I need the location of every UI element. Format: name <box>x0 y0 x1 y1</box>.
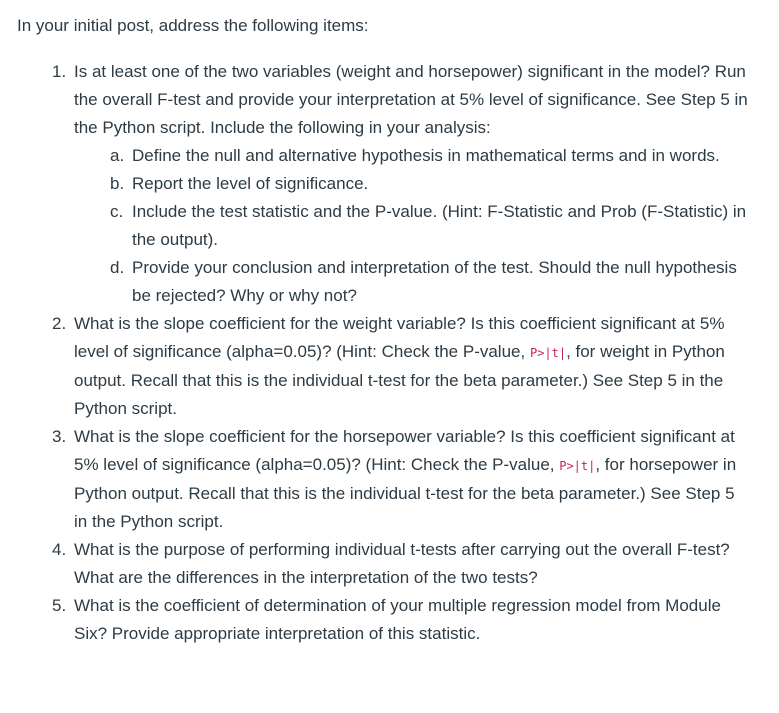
sub-question-text: Report the level of significance. <box>132 174 369 193</box>
question-item-4 <box>52 536 752 592</box>
question-number: 5. <box>52 596 67 615</box>
question-item-3 <box>52 423 752 536</box>
question-number: 3. <box>52 427 67 446</box>
question-item-5 <box>52 592 752 648</box>
question-item-2 <box>52 310 752 423</box>
question-body <box>74 423 752 536</box>
question-text-after-code: , for horsepower in Python output. Recall that this is the individual t-test for the beta parameter.) See Step 5 in the Python script. <box>74 455 737 531</box>
sub-question-text: Include the test statistic and the P-value. (Hint: F-Statistic and Prob (F-Statistic) in the output). <box>132 202 747 249</box>
sub-question-d <box>110 254 752 310</box>
p-value-code: P>|t| <box>559 459 596 473</box>
question-body <box>74 592 752 648</box>
sub-question-text: Define the null and alternative hypothesis in mathematical terms and in words. <box>132 146 720 165</box>
question-text-before-code: What is the slope coefficient for the horsepower variable? Is this coefficient significant at 5% level of significance (alpha=0.05)? (Hint: Check the P-value, <box>74 427 735 474</box>
sub-question-c <box>110 198 752 254</box>
question-text: What is the purpose of performing individual t-tests after carrying out the overall F-test? What are the differences in the interpretation of the two tests? <box>74 540 730 587</box>
question-body <box>74 58 752 310</box>
sub-question-b <box>110 170 752 198</box>
p-value-code: P>|t| <box>529 346 567 360</box>
sub-question-letter: c. <box>110 202 124 221</box>
question-text: What is the coefficient of determination of your multiple regression model from Module Six? Provide appropriate interpretation of this statistic. <box>74 596 721 643</box>
question-number: 2. <box>52 314 67 333</box>
sub-question-letter: d. <box>110 258 125 277</box>
sub-question-list <box>110 142 752 310</box>
question-item-1 <box>52 58 752 310</box>
question-text-after-code: , for weight in Python output. Recall that this is the individual t-test for the beta parameter.) See Step 5 in the Python script. <box>74 342 725 418</box>
question-text-before-code: What is the slope coefficient for the weight variable? Is this coefficient significant at 5% level of significance (alpha=0.05)? (Hint: Check the P-value, <box>74 314 725 361</box>
question-number: 1. <box>52 62 67 81</box>
question-list <box>52 58 752 648</box>
question-number: 4. <box>52 540 67 559</box>
sub-question-a <box>110 142 752 170</box>
question-body <box>74 310 752 423</box>
sub-question-letter: a. <box>110 146 125 165</box>
question-text: Is at least one of the two variables (weight and horsepower) significant in the model? Run the overall F-test and provide your interpretation at 5% level of significance. See Step 5 in the Python script. Include the following in your analysis: <box>74 62 748 137</box>
sub-question-letter: b. <box>110 174 125 193</box>
question-body <box>74 536 752 592</box>
intro-text: In your initial post, address the following items: <box>17 16 369 35</box>
sub-question-text: Provide your conclusion and interpretation of the test. Should the null hypothesis be rejected? Why or why not? <box>132 258 737 305</box>
